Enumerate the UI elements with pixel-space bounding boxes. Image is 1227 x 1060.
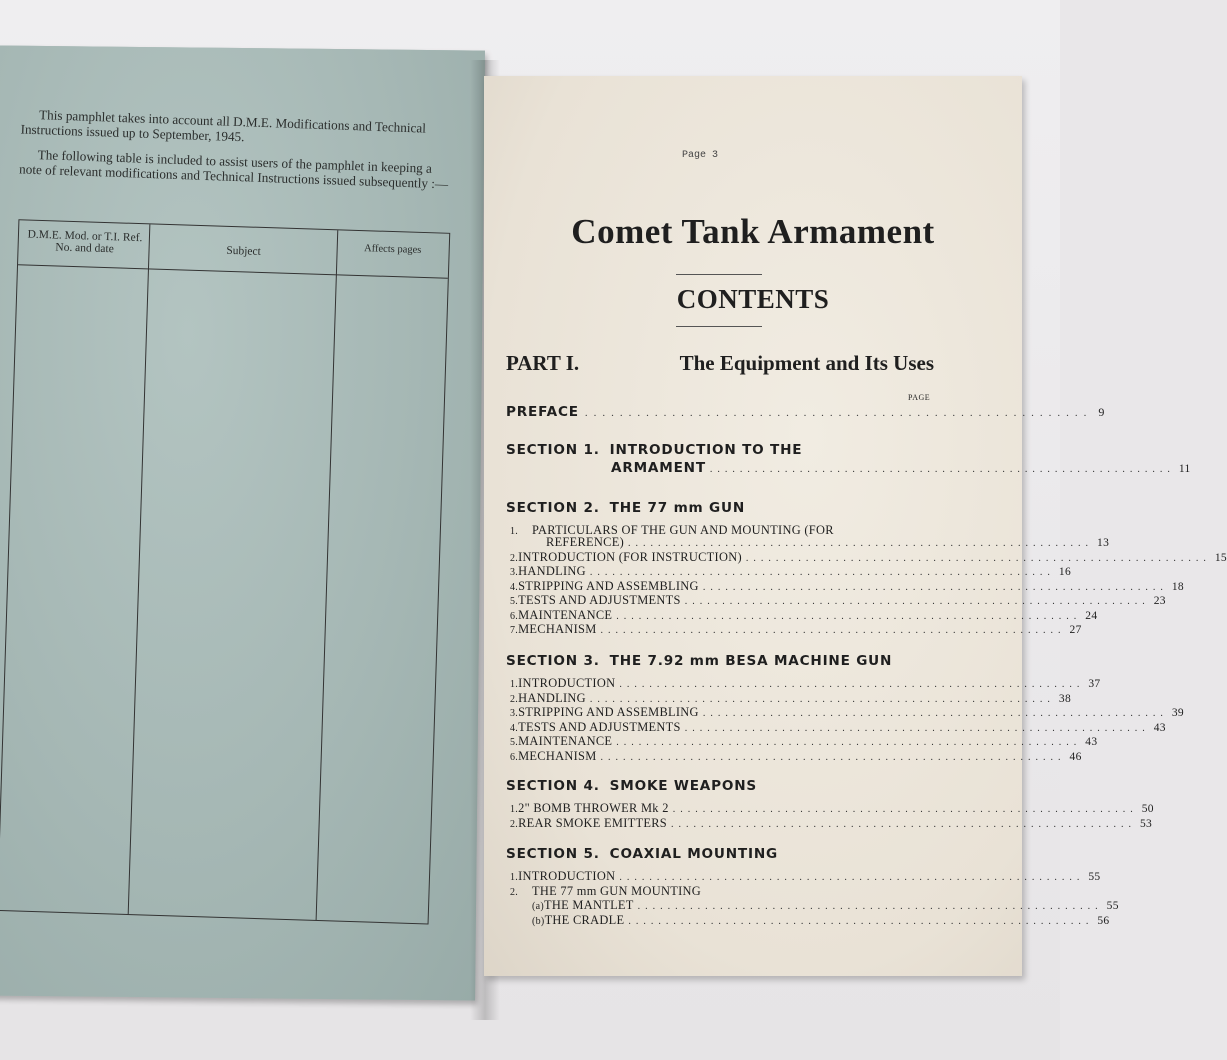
divider [676, 274, 762, 275]
preface-label: PREFACE [506, 404, 579, 420]
table-column-subject [128, 224, 339, 920]
entry-number: 3. [510, 567, 519, 578]
intro-paragraph-2: The following table is included to assist users of the pamphlet in keeping a note of relevant modifications and Technical Instructions issued subsequently :— [18, 147, 449, 192]
left-page [0, 45, 485, 1000]
entry-title: MECHANISM [518, 748, 597, 763]
toc-entry [510, 578, 1184, 594]
entry-title: STRIPPING AND ASSEMBLING [518, 578, 699, 593]
entry-number: 6. [510, 751, 519, 763]
leader-dots: .............................................................. [589, 693, 1055, 705]
part-heading [506, 351, 934, 376]
entry-title: THE 77 mm GUN MOUNTING [532, 883, 702, 898]
toc-entry [532, 898, 1119, 913]
entry-number: 4. [510, 722, 519, 734]
toc-entry [510, 885, 934, 899]
header-ref: D.M.E. Mod. or T.I. Ref. No. and date [27, 228, 143, 256]
entry-title: REAR SMOKE EMITTERS [518, 815, 667, 830]
entry-number: 2. [510, 818, 519, 830]
toc-entry [510, 549, 1227, 565]
leader-dots: .............................................................. [684, 596, 1150, 607]
leader-dots: .............................................................. [628, 538, 1094, 549]
entry-title: HANDLING [518, 690, 586, 705]
leader-dots: .............................................................. [702, 708, 1168, 719]
entry-title: THE MANTLET [544, 898, 634, 912]
section-heading [506, 653, 892, 669]
book-title: Comet Tank Armament [571, 212, 935, 251]
toc-entry [510, 734, 1098, 749]
intro-paragraph-1: This pamphlet takes into account all D.M.E. Modifications and Technical Instructions issued up to September, 1945. [20, 107, 427, 145]
toc-entry [510, 690, 1072, 706]
section-number: SECTION 3. [506, 653, 600, 669]
toc-entry [510, 607, 1098, 623]
entry-page: 37 [1088, 678, 1101, 690]
leader-dots: .......................................................... [584, 407, 1093, 419]
entry-page: 23 [1153, 595, 1166, 607]
toc-entry [510, 815, 1153, 831]
entry-title-cont: REFERENCE) [546, 535, 625, 549]
entry-title: TESTS AND ADJUSTMENTS [518, 593, 681, 607]
entry-title: MECHANISM [518, 622, 597, 636]
entry-number: 5. [510, 737, 519, 748]
section-number: SECTION 5. [506, 846, 600, 862]
section-title: THE 77 mm GUN [609, 500, 746, 516]
leader-dots: .............................................................. [672, 804, 1138, 815]
leader-dots: .............................................................. [709, 464, 1175, 475]
entry-title: MAINTENANCE [518, 607, 613, 622]
section-title: COAXIAL MOUNTING [609, 846, 778, 862]
section-heading [506, 500, 745, 516]
entry-page: 56 [1097, 914, 1110, 927]
leader-dots: .............................................................. [619, 679, 1085, 690]
entry-number: 6. [510, 610, 519, 622]
section-title: INTRODUCTION TO THE [609, 442, 803, 458]
entry-number: (a) [532, 901, 544, 912]
toc-entry [510, 719, 1166, 735]
leader-dots: .............................................................. [684, 722, 1150, 734]
part-number: PART I. [506, 351, 580, 375]
entry-title: HANDLING [518, 564, 586, 578]
part-title: The Equipment and Its Uses [679, 351, 934, 375]
entry-title: INTRODUCTION (FOR INSTRUCTION) [518, 549, 742, 564]
entry-number: 7. [510, 625, 519, 636]
entry-number: (b) [532, 915, 545, 927]
contents-heading: CONTENTS [676, 284, 830, 314]
toc-entry [510, 705, 1184, 720]
entry-title: MAINTENANCE [518, 734, 613, 748]
entry-page: 39 [1171, 707, 1184, 719]
toc-entry [510, 593, 1166, 608]
entry-number: 1. [510, 526, 519, 537]
section-number: SECTION 4. [506, 778, 600, 794]
entry-page: 13 [1097, 537, 1110, 549]
entry-number: 2. [510, 886, 519, 898]
entry-page: 16 [1058, 566, 1072, 578]
entry-title: INTRODUCTION [518, 676, 616, 690]
toc-entry [510, 564, 1072, 579]
entry-page: 50 [1141, 803, 1154, 815]
section-number: SECTION 2. [506, 500, 600, 516]
table-column-ref [0, 220, 150, 914]
section-heading [506, 778, 757, 794]
leader-dots: .............................................................. [637, 901, 1103, 912]
leader-dots: .............................................................. [628, 915, 1094, 927]
divider [676, 326, 762, 327]
entry-page: 55 [1106, 900, 1119, 912]
section-title: SMOKE WEAPONS [609, 778, 757, 794]
entry-page: 55 [1088, 871, 1101, 883]
entry-title: TESTS AND ADJUSTMENTS [518, 719, 681, 734]
entry-number: 3. [510, 708, 519, 719]
entry-page: 53 [1140, 817, 1153, 830]
header-subject: Subject [226, 244, 261, 258]
toc-entry [510, 869, 1101, 884]
entry-title: 2" BOMB THROWER Mk 2 [518, 801, 669, 815]
section-title-cont: ARMAMENT [611, 460, 706, 476]
page-stamp: Page 3 [682, 150, 719, 161]
entry-page: 43 [1085, 736, 1098, 748]
toc-entry-continued [546, 535, 1110, 550]
right-page [484, 76, 1227, 976]
page-column-label: PAGE [908, 393, 931, 402]
leader-dots: .............................................................. [616, 610, 1082, 622]
toc-entry [532, 912, 1110, 928]
entry-title: INTRODUCTION [518, 869, 616, 883]
entry-page: 43 [1153, 721, 1166, 734]
toc-entry [510, 801, 1154, 816]
entry-number: 5. [510, 596, 519, 607]
entry-number: 2. [510, 552, 519, 564]
left-intro [19, 106, 454, 201]
entry-page: 27 [1069, 624, 1082, 636]
entry-title: PARTICULARS OF THE GUN AND MOUNTING (FOR [532, 523, 834, 537]
toc-entry [510, 676, 1101, 691]
entry-page: 24 [1085, 609, 1098, 622]
modifications-table [0, 219, 450, 924]
leader-dots: .............................................................. [600, 625, 1066, 636]
entry-page: 15 [1214, 551, 1227, 564]
entry-number: 1. [510, 872, 519, 883]
preface-page: 9 [1098, 405, 1105, 419]
header-affects-pages: Affects pages [363, 243, 422, 256]
entry-page: 18 [1171, 580, 1184, 593]
entry-page: 38 [1058, 692, 1072, 705]
entry-number: 1. [510, 679, 519, 690]
section-title: THE 7.92 mm BESA MACHINE GUN [609, 653, 893, 669]
section-page: 11 [1178, 463, 1191, 475]
entry-title: STRIPPING AND ASSEMBLING [518, 705, 699, 719]
section-heading [506, 442, 802, 458]
section-title-continued [611, 460, 1191, 476]
toc-entry [510, 622, 1082, 637]
entry-number: 1. [510, 804, 519, 815]
entry-number: 2. [510, 693, 519, 705]
leader-dots: .............................................................. [702, 581, 1168, 593]
entry-page: 46 [1069, 750, 1082, 763]
entry-number: 4. [510, 581, 519, 593]
toc-entry [510, 748, 1082, 764]
leader-dots: .............................................................. [589, 567, 1055, 578]
leader-dots: .............................................................. [616, 737, 1082, 748]
leader-dots: .............................................................. [671, 818, 1136, 830]
leader-dots: .............................................................. [745, 552, 1211, 564]
preface-entry [506, 404, 1105, 420]
leader-dots: .............................................................. [619, 872, 1085, 883]
section-number: SECTION 1. [506, 442, 600, 458]
section-heading [506, 846, 778, 862]
leader-dots: .............................................................. [600, 751, 1066, 763]
entry-title: THE CRADLE [544, 912, 625, 927]
